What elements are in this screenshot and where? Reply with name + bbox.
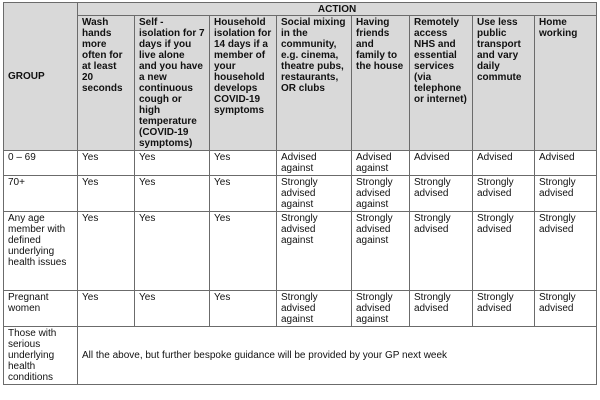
table-cell: Yes [135,151,210,176]
table-row [4,327,597,385]
table-cell: Strongly advised against [352,291,410,327]
column-header: Household isolation for 14 days if a member of your household develops COVID-19 symptoms [210,16,277,151]
column-header: Home working [535,16,597,151]
table-cell: Yes [78,151,135,176]
table-cell: Advised [473,151,535,176]
table-cell: Strongly advised against [277,176,352,212]
table-cell: Yes [210,212,277,291]
table-cell: Strongly advised [473,291,535,327]
column-header: Remotely access NHS and essential services (via telephone or internet) [410,16,473,151]
table-row [4,151,597,176]
group-cell: 70+ [4,176,78,212]
column-header: Wash hands more often for at least 20 seconds [78,16,135,151]
table-cell: Strongly advised [535,291,597,327]
table-cell: Yes [135,291,210,327]
table-cell: Strongly advised against [352,176,410,212]
action-header-row [4,3,597,16]
group-cell: Any age member with defined underlying health issues [4,212,78,291]
guidance-table-container [3,2,596,385]
table-cell: Strongly advised [473,176,535,212]
table-cell: Advised [535,151,597,176]
table-cell: Strongly advised [410,291,473,327]
table-cell: Yes [210,291,277,327]
group-cell: Pregnant women [4,291,78,327]
bespoke-guidance-note: All the above, but further bespoke guidance will be provided by your GP next week [78,327,597,385]
table-row [4,176,597,212]
table-cell: Yes [210,176,277,212]
table-cell: Strongly advised [535,212,597,291]
column-header: Self - isolation for 7 days if you live alone and you have a new continuous cough or high temperature (COVID-19 symptoms) [135,16,210,151]
table-cell: Strongly advised [410,176,473,212]
column-header: Having friends and family to the house [352,16,410,151]
table-cell: Yes [210,151,277,176]
table-cell: Strongly advised against [277,212,352,291]
action-header: ACTION [78,3,597,16]
column-header: Use less public transport and vary daily commute [473,16,535,151]
table-row [4,212,597,291]
table-cell: Strongly advised against [352,212,410,291]
group-cell: 0 – 69 [4,151,78,176]
table-cell: Yes [78,291,135,327]
column-header: Social mixing in the community, e.g. cinema, theatre pubs, restaurants, OR clubs [277,16,352,151]
table-cell: Advised against [352,151,410,176]
table-cell: Yes [135,176,210,212]
table-cell: Strongly advised against [277,291,352,327]
table-cell: Yes [135,212,210,291]
group-cell: Those with serious underlying health conditions [4,327,78,385]
column-header-row [4,16,597,151]
table-cell: Strongly advised [473,212,535,291]
table-cell: Yes [78,176,135,212]
table-cell: Yes [78,212,135,291]
table-row [4,291,597,327]
table-cell: Strongly advised [410,212,473,291]
table-cell: Advised [410,151,473,176]
group-header: GROUP [4,3,78,151]
table-cell: Strongly advised [535,176,597,212]
guidance-table [3,2,597,385]
table-cell: Advised against [277,151,352,176]
